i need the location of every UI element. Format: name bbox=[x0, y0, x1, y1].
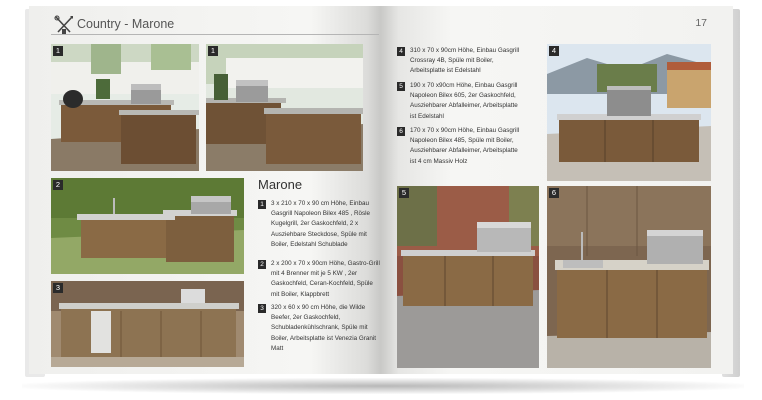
photo-5 bbox=[397, 186, 539, 368]
left-page bbox=[29, 6, 381, 374]
photo-2-badge: 2 bbox=[53, 180, 63, 190]
item-description: 320 x 60 x 90 cm Höhe, die Wilde Beefer, 2er Gaskochfeld, Schubladenkühlschrank, Spüle mit Boiler, Arbeitsplatte ist Venezia Granit Matt bbox=[271, 304, 377, 352]
item-description: 170 x 70 x 90cm Höhe, Einbau Gasgrill Napoleon Bilex 485, Spüle mit Boiler, Ausziehbarer Abfalleimer, Arbeitsplatte ist 4 cm Massiv Holz bbox=[410, 127, 520, 165]
item-number-badge: 1 bbox=[258, 200, 266, 209]
item-number-badge: 3 bbox=[258, 304, 266, 313]
item-description: 310 x 70 x 90cm Höhe, Einbau Gasgrill Crossray 4B, Spüle mit Boiler, Arbeitsplatte ist Edelstahl bbox=[410, 47, 520, 75]
item-description: 3 x 210 x 70 x 90 cm Höhe, Einbau Gasgrill Napoleon Bilex 485 , Rösle Kugelgrill, 2er Gaskochfeld, 2 x Ausziehbare Steckdose, Spüle mit Boiler, Edelstahl Schublade bbox=[271, 200, 371, 248]
page-header-title: Country - Marone bbox=[77, 17, 175, 31]
photo-1b bbox=[206, 44, 363, 171]
item-description: 2 x 200 x 70 x 90cm Höhe, Gastro-Grill mit 4 Brenner mit je 5 KW , 2er Gaskochfeld, Ceran-Kochfeld, Spüle mit Boiler, Klappbrett bbox=[271, 260, 380, 298]
page-number: 17 bbox=[695, 17, 707, 29]
grill-tools-logo-icon bbox=[53, 15, 75, 35]
photo-3 bbox=[51, 281, 244, 367]
book-shadow bbox=[22, 378, 744, 394]
photo-1b-badge: 1 bbox=[208, 46, 218, 56]
photo-3-badge: 3 bbox=[53, 283, 63, 293]
header-divider bbox=[51, 34, 379, 35]
item-number-badge: 4 bbox=[397, 47, 405, 56]
photo-2 bbox=[51, 178, 244, 274]
item-number-badge: 2 bbox=[258, 260, 266, 269]
section-title: Marone bbox=[258, 177, 303, 192]
photo-4 bbox=[547, 44, 711, 181]
item-number-badge: 5 bbox=[397, 82, 405, 91]
photo-6-badge: 6 bbox=[549, 188, 559, 198]
photo-1a bbox=[51, 44, 199, 171]
photo-4-badge: 4 bbox=[549, 46, 559, 56]
photo-1a-badge: 1 bbox=[53, 46, 63, 56]
item-number-badge: 6 bbox=[397, 127, 405, 136]
item-description: 190 x 70 x90cm Höhe, Einbau Gasgrill Napoleon Bilex 605, 2er Gaskochfeld, Ausziehbarer Abfalleimer, Arbeitsplatte ist Edelstahl bbox=[410, 82, 518, 120]
right-page bbox=[381, 6, 733, 374]
photo-5-badge: 5 bbox=[399, 188, 409, 198]
photo-6 bbox=[547, 186, 711, 368]
